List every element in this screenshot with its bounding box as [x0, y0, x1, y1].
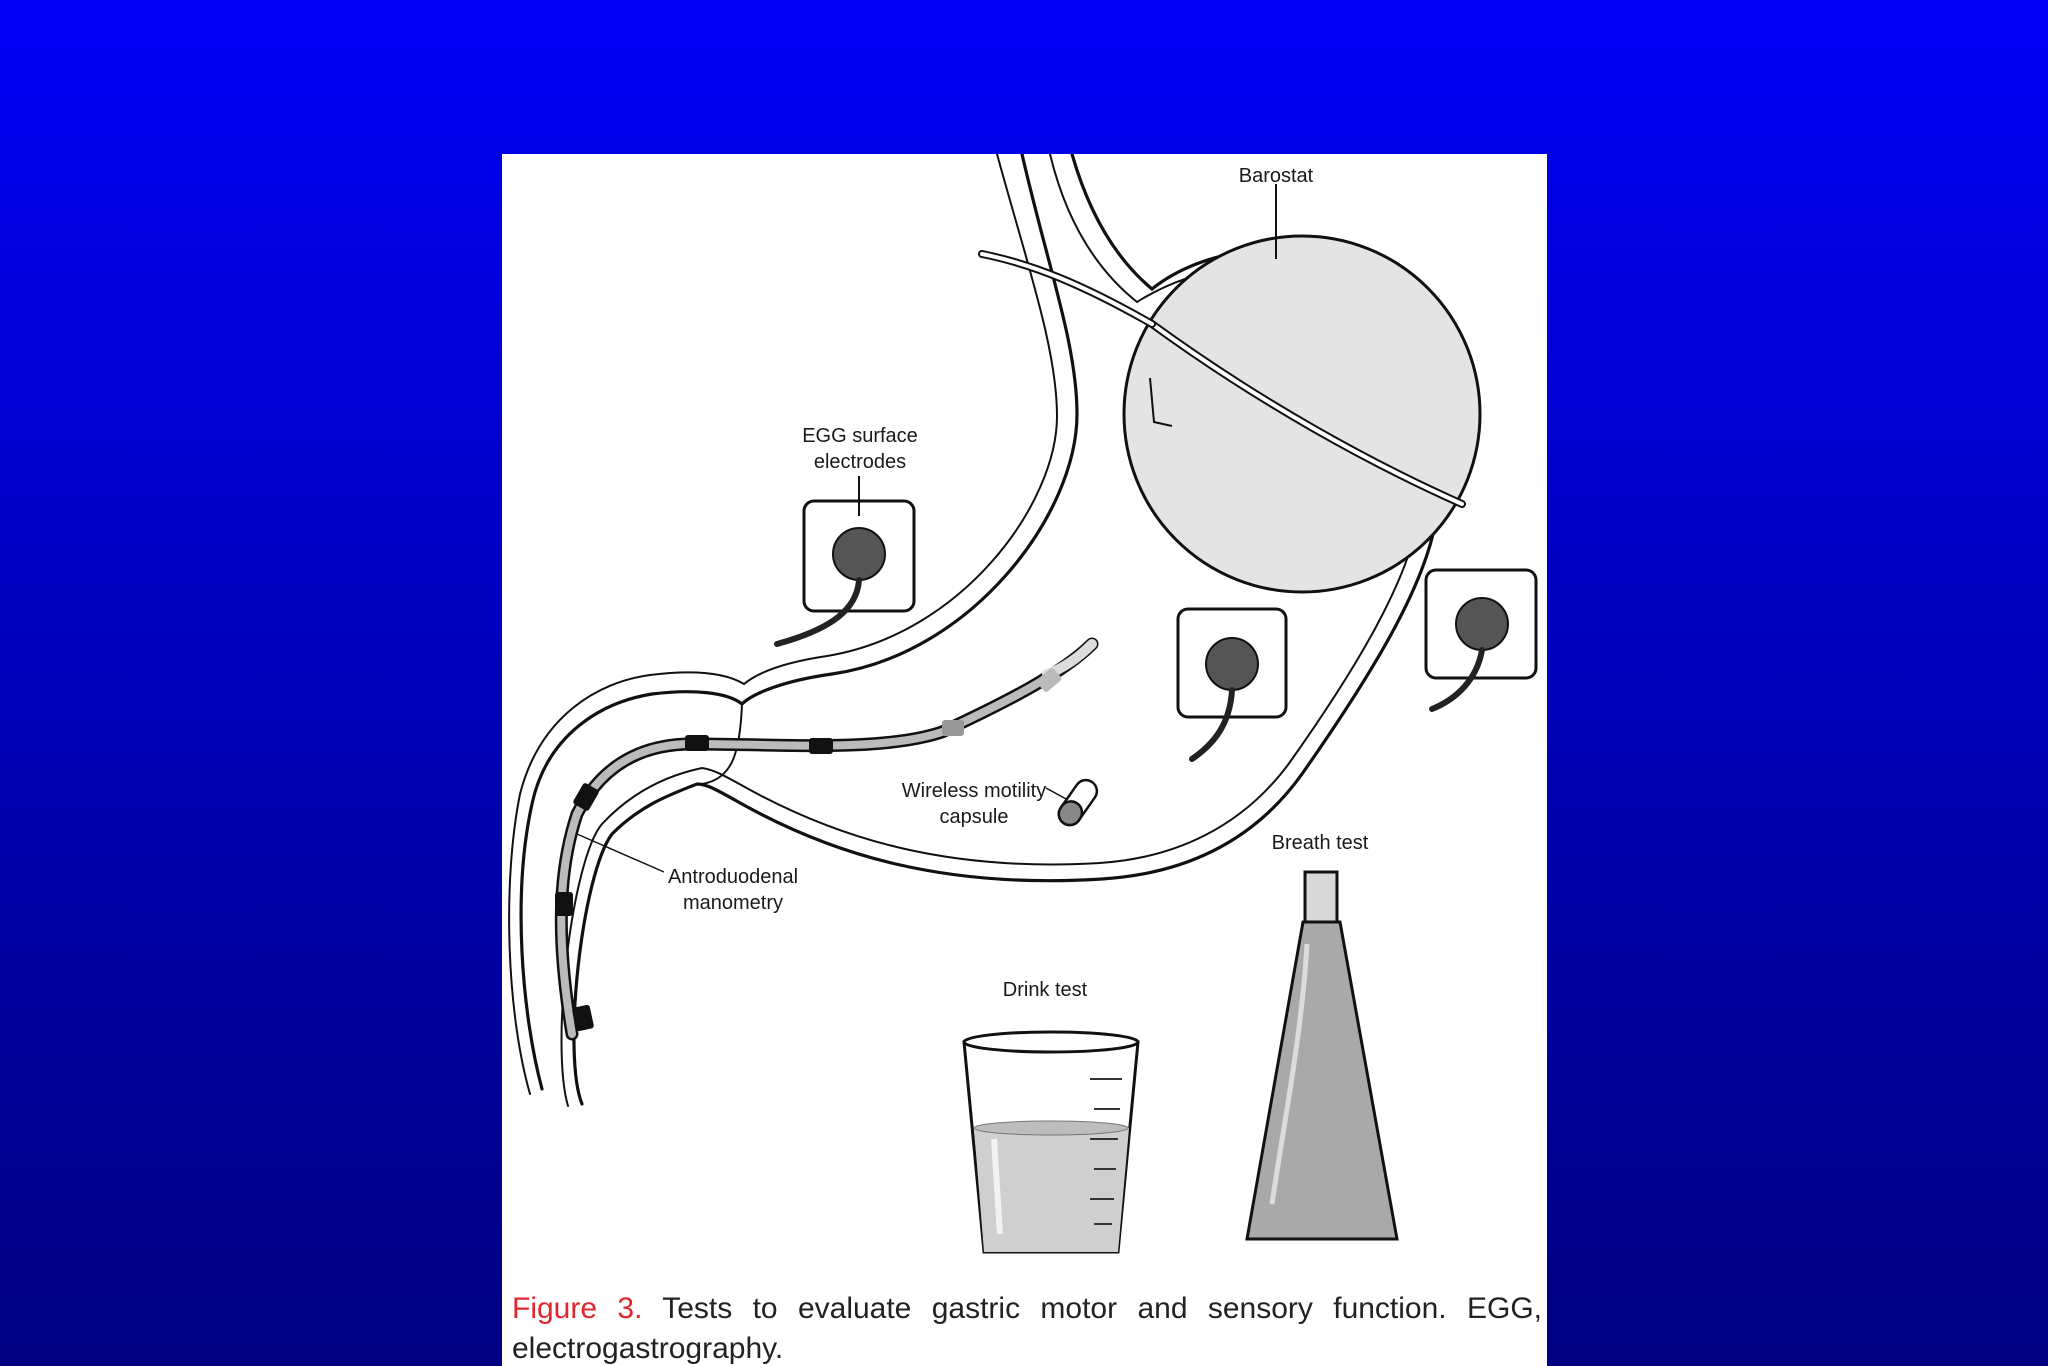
label-egg-line1: EGG surface — [802, 425, 918, 447]
label-capsule-line1: Wireless motility — [901, 780, 1047, 802]
label-capsule-line2: capsule — [939, 806, 1009, 828]
caption-text: Tests to evaluate gastric motor and sensory function. EGG, electrogastrography. — [512, 1292, 1542, 1365]
caption-label: Figure 3. — [512, 1292, 643, 1325]
label-breath-test: Breath test — [1271, 832, 1369, 854]
figure-caption — [512, 1289, 1542, 1366]
wireless-capsule — [1046, 776, 1101, 830]
egg-electrode-2 — [1178, 609, 1286, 759]
barostat-balloon — [982, 184, 1480, 592]
label-drink-test: Drink test — [1002, 979, 1088, 1001]
egg-electrode-3 — [1426, 570, 1536, 709]
breath-test-flask — [1247, 872, 1397, 1239]
manometry-catheter — [561, 644, 1092, 1034]
figure-panel — [502, 154, 1547, 1366]
manometry-sensors — [555, 667, 1063, 1032]
label-barostat: Barostat — [1238, 165, 1314, 187]
manometry-pointer — [577, 834, 664, 872]
gastric-tests-diagram — [502, 154, 1547, 1284]
egg-electrode-1 — [777, 476, 914, 644]
label-manometry-line1: Antroduodenal — [667, 866, 799, 888]
label-egg-line2: electrodes — [813, 451, 907, 473]
drink-test-cup — [964, 1032, 1138, 1252]
label-manometry-line2: manometry — [682, 892, 784, 914]
